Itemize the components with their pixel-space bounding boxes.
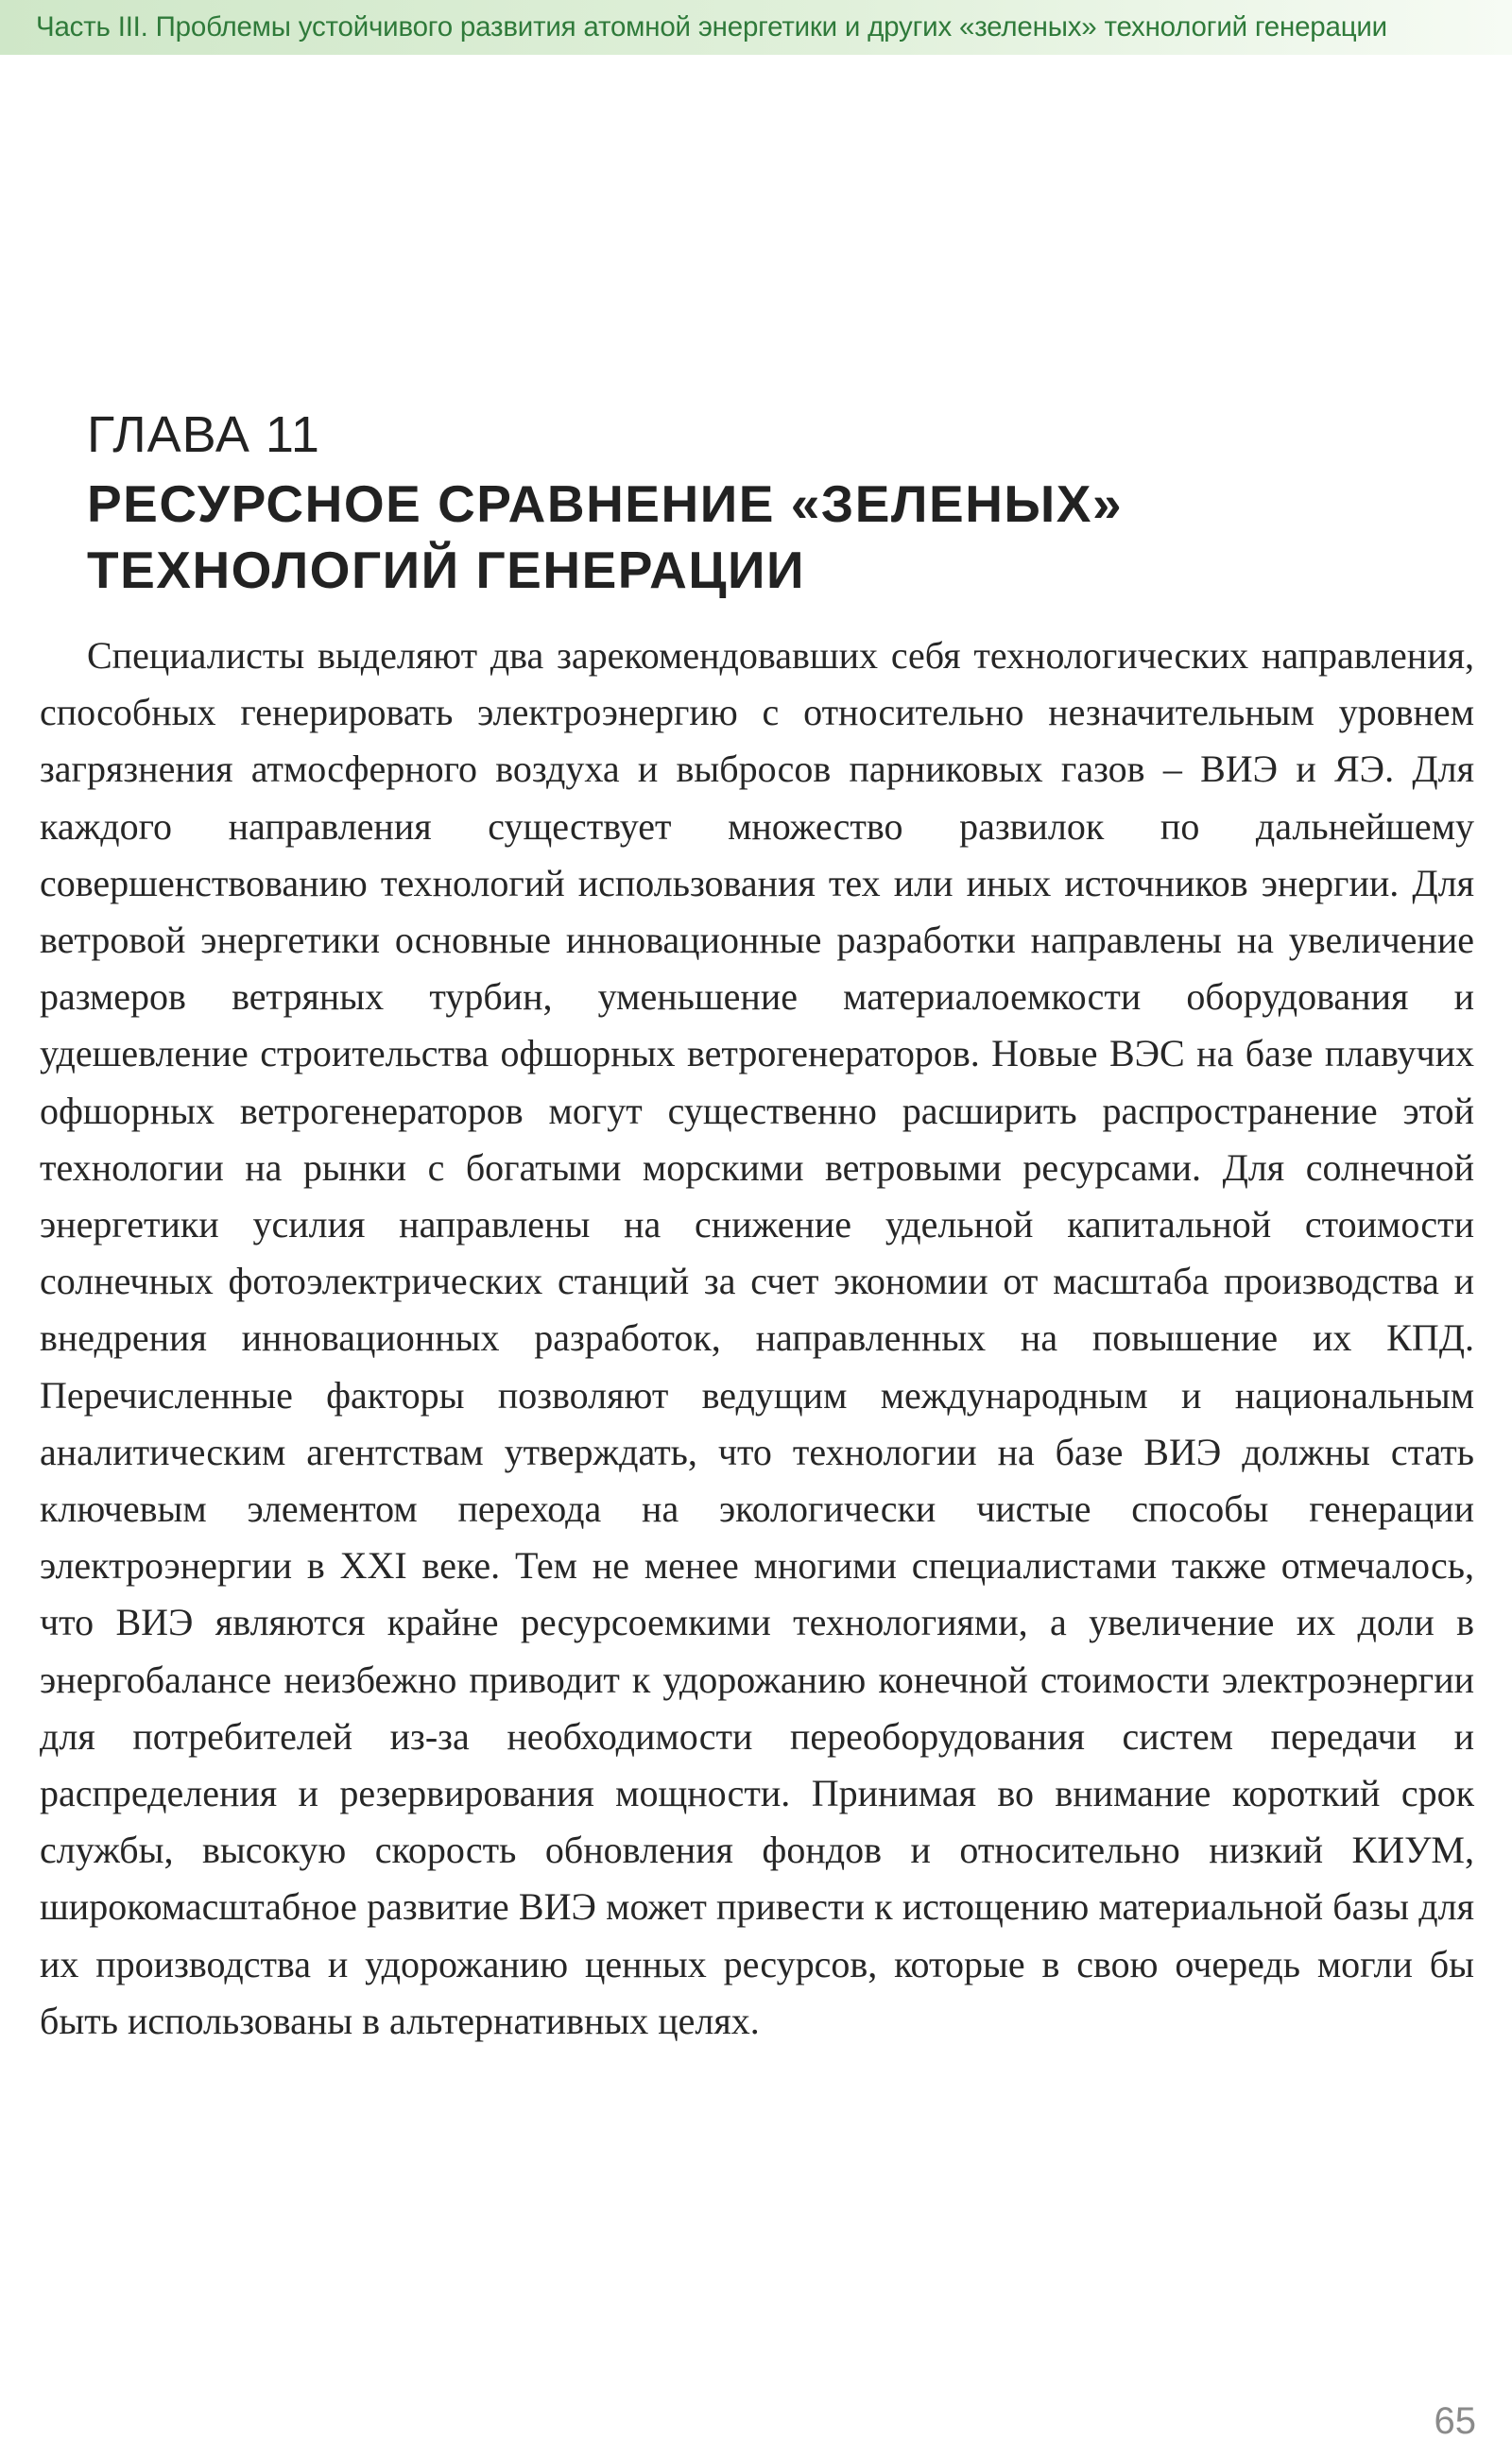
chapter-title-line-2: ТЕХНОЛОГИЙ ГЕНЕРАЦИИ	[87, 541, 806, 599]
running-header	[0, 0, 1512, 55]
chapter-heading	[87, 404, 1457, 603]
page-number: 65	[1434, 2400, 1476, 2442]
running-header-title: Часть III. Проблемы устойчивого развития атомной энергетики и других «зеленых» технологий генерации	[36, 11, 1387, 43]
chapter-title-line-1: РЕСУРСНОЕ СРАВНЕНИЕ «ЗЕЛЕНЫХ»	[87, 474, 1124, 533]
chapter-label: ГЛАВА 11	[87, 406, 320, 463]
chapter-title	[87, 471, 1457, 603]
body-paragraph: Специалисты выделяют два зарекомендовавших себя технологических направления, способных генерировать электроэнергию с относительно незначительным уровнем загрязнения атмосферного воздуха и выбросов парниковых газов – ВИЭ и ЯЭ. Для каждого направления существует множество развилок по дальнейшему совершенствованию технологий использования тех или иных источников энергии. Для ветровой энергетики основные инновационные разработки направлены на увеличение размеров ветряных турбин, уменьшение материалоемкости оборудования и удешевление строительства офшорных ветрогенераторов. Новые ВЭС на базе плавучих офшорных ветрогенераторов могут существенно расширить распространение этой технологии на рынки с богатыми морскими ветровыми ресурсами. Для солнечной энергетики усилия направлены на снижение удельной капитальной стоимости солнечных фотоэлектрических станций за счет экономии от масштаба производства и внедрения инновационных разработок, направленных на повышение их КПД. Перечисленные факторы позволяют ведущим международным и национальным аналитическим агентствам утверждать, что технологии на базе ВИЭ должны стать ключевым элементом перехода на экологически чистые способы генерации электроэнергии в XXI веке. Тем не менее многими специалистами также отмечалось, что ВИЭ являются крайне ресурсоемкими технологиями, а увеличение их доли в энергобалансе неизбежно приводит к удорожанию конечной стоимости электроэнергии для потребителей из-за необходимости переоборудования систем передачи и распределения и резервирования мощности. Принимая во внимание короткий срок службы, высокую скорость обновления фондов и относительно низкий КИУМ, широкомасштабное развитие ВИЭ может привести к истощению материальной базы для их производства и удорожанию ценных ресурсов, которые в свою очередь могли бы быть использованы в альтернативных целях.	[40, 634, 1474, 2042]
